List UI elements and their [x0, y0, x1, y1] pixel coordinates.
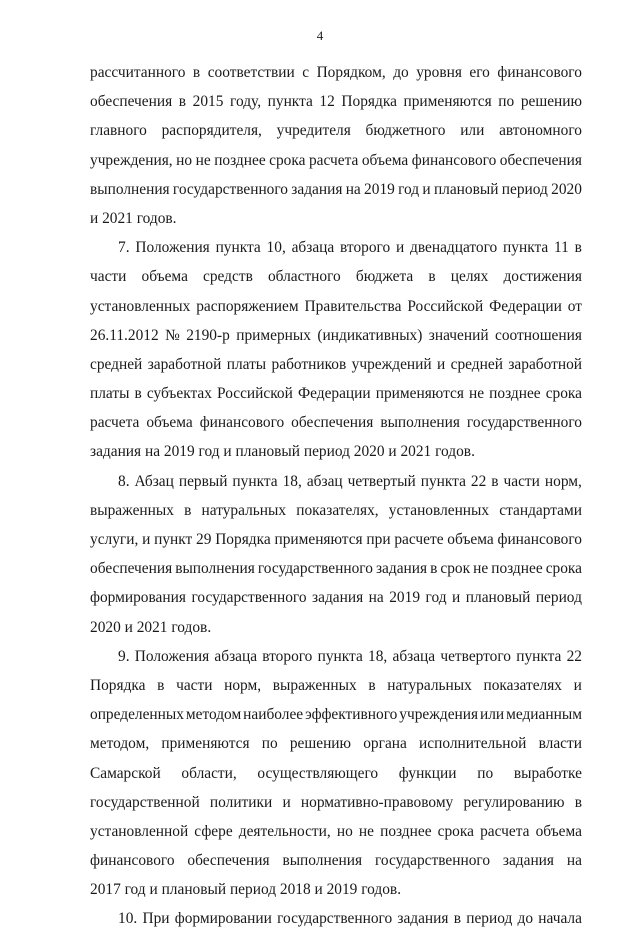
- text-line: расчета объема финансового обеспечения выполнения государственного: [90, 414, 582, 432]
- paragraph-p10: [90, 904, 582, 933]
- text-line: методом, применяются по решению органа исполнительной власти: [90, 735, 582, 753]
- paragraph-p8: [90, 467, 582, 642]
- text-line: Порядка в части норм, выраженных в натуральных показателях и: [90, 676, 582, 694]
- text-line: Самарской области, осуществляющего функции по выработке: [90, 764, 582, 782]
- text-line: финансового обеспечения выполнения государственного задания на: [90, 852, 582, 870]
- paragraph-p-cont: [90, 58, 582, 233]
- text-line: установленных распоряжением Правительства Российской Федерации от: [90, 297, 582, 315]
- text-line: 8. Абзац первый пункта 18, абзац четвертый пункта 22 в части норм,: [118, 472, 582, 490]
- text-line: 9. Положения абзаца второго пункта 18, абзаца четвертого пункта 22: [118, 647, 582, 665]
- text-line: обеспечения выполнения государственного задания в срок не позднее срока: [90, 560, 582, 578]
- text-line: 26.11.2012 № 2190-р примерных (индикативных) значений соотношения: [90, 326, 582, 344]
- text-line: 2020 и 2021 годов.: [90, 618, 212, 636]
- text-line: главного распорядителя, учредителя бюджетного или автономного: [90, 122, 582, 140]
- text-line: установленной сфере деятельности, но не позднее срока расчета объема: [90, 822, 582, 840]
- text-line: выраженных в натуральных показателях, установленных стандартами: [90, 501, 582, 519]
- text-line: рассчитанного в соответствии с Порядком, до уровня его финансового: [90, 64, 582, 81]
- text-line: задания на 2019 год и плановый период 2020 и 2021 годов.: [90, 443, 475, 461]
- text-line: обеспечения в 2015 году, пункта 12 Порядка применяются по решению: [90, 93, 582, 111]
- text-line: государственной политики и нормативно-правовому регулированию в: [90, 793, 582, 811]
- text-line: 10. При формировании государственного задания в период до начала: [118, 910, 582, 928]
- text-line: средней заработной платы работников учреждений и средней заработной: [90, 355, 582, 373]
- text-line: услуги, и пункт 29 Порядка применяются при расчете объема финансового: [90, 531, 582, 548]
- text-line: части объема средств областного бюджета в целях достижения: [90, 268, 582, 286]
- text-line: 2017 год и плановый период 2018 и 2019 годов.: [90, 881, 402, 899]
- text-line: выполнения государственного задания на 2019 год и плановый период 2020: [90, 180, 582, 198]
- text-line: платы в субъектах Российской Федерации применяются не позднее срока: [90, 385, 582, 403]
- text-line: и 2021 годов.: [90, 209, 177, 227]
- text-line: определенных методом наиболее эффективного учреждения или медианным: [90, 706, 582, 724]
- text-line: формирования государственного задания на 2019 год и плановый период: [90, 589, 582, 607]
- text-line: 7. Положения пункта 10, абзаца второго и двенадцатого пункта 11 в: [118, 239, 582, 257]
- paragraph-p9: [90, 642, 582, 905]
- page-number: 4: [316, 28, 324, 43]
- paragraph-p7: [90, 233, 582, 467]
- document-body: [90, 58, 582, 934]
- text-line: учреждения, но не позднее срока расчета объема финансового обеспечения: [90, 151, 582, 169]
